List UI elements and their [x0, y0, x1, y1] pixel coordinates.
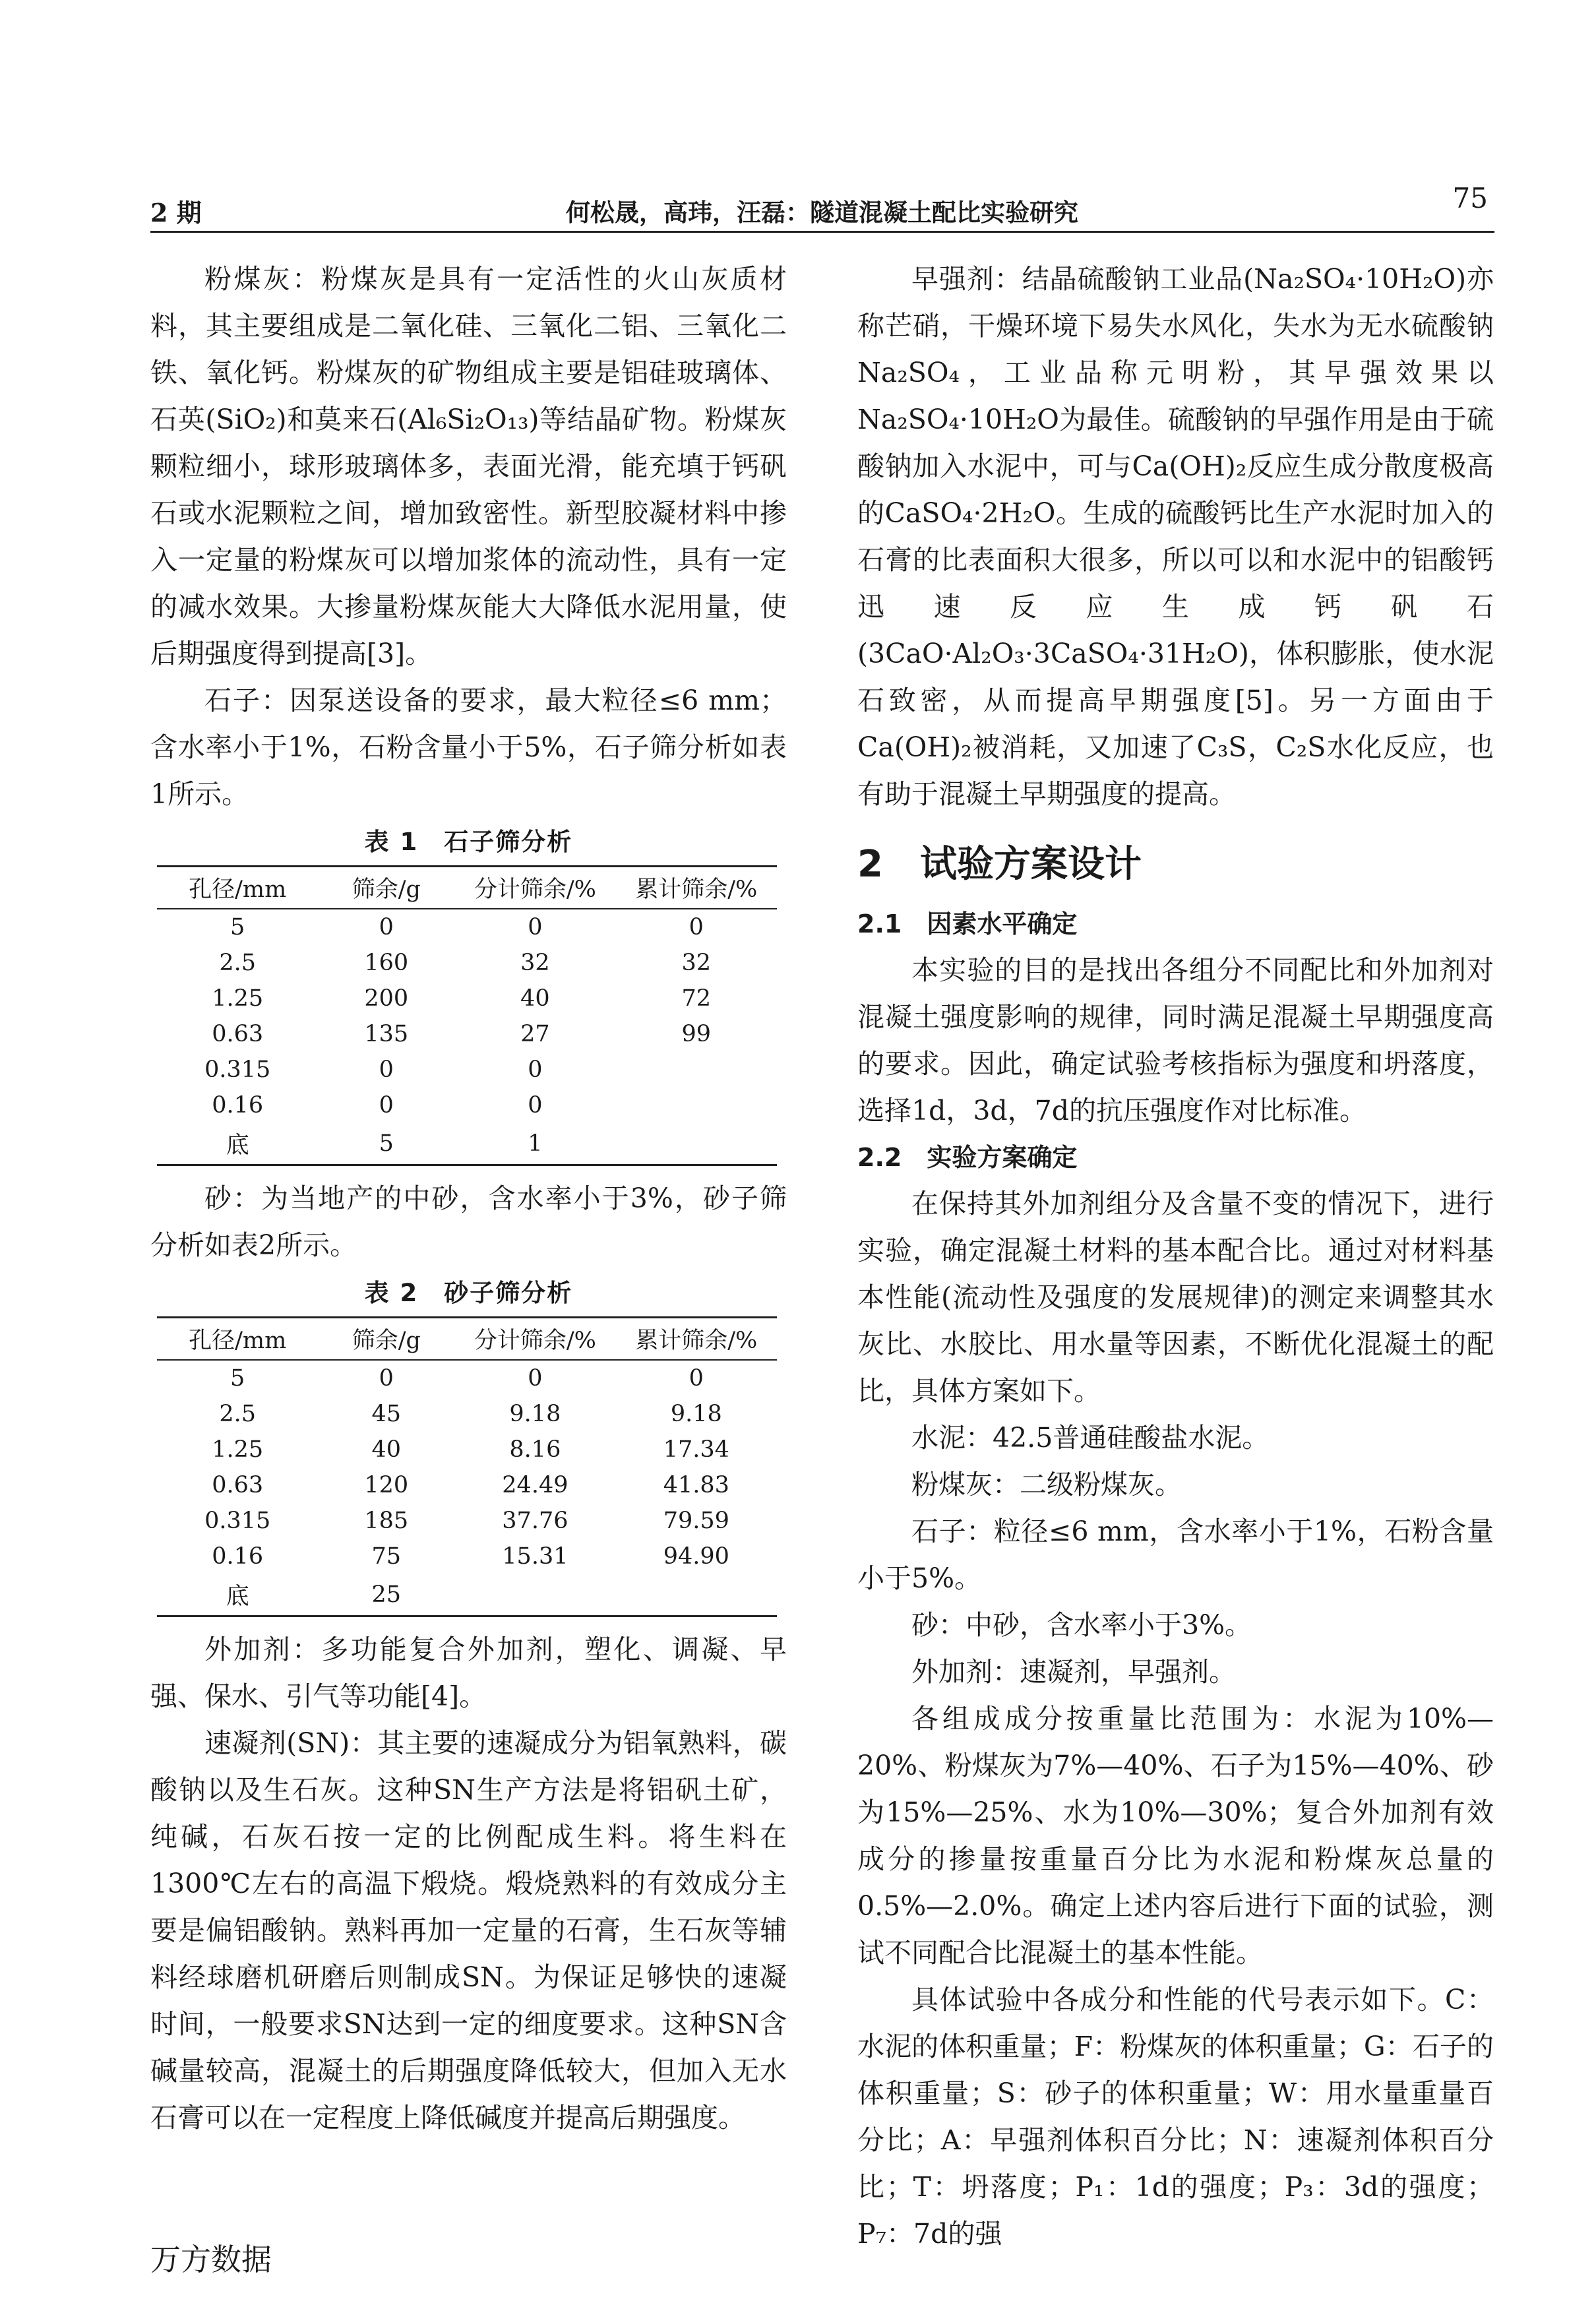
watermark-text: 万方数据: [150, 2242, 272, 2277]
paragraph-fly-ash: 粉煤灰：粉煤灰是具有一定活性的火山灰质材料，其主要组成是二氧化硅、三氧化二铝、三氧化二铁、氧化钙。粉煤灰的矿物组成主要是铝硅玻璃体、石英(SiO₂)和莫来石(Al₆Si₂O₁₃)等结晶矿物。粉煤灰颗粒细小，球形玻璃体多，表面光滑，能充填于钙矾石或水泥颗粒之间，增加致密性。新型胶凝材料中掺入一定量的粉煤灰可以增加浆体的流动性，具有一定的减水效果。大掺量粉煤灰能大大降低水泥用量，使后期强度得到提高[3]。: [150, 263, 787, 669]
table-cell: 160: [364, 950, 409, 976]
table-cell: 底: [157, 1123, 318, 1165]
table-cell: 0: [379, 914, 394, 940]
table-cell: 9.18: [509, 1401, 561, 1427]
paragraph-accelerator: 速凝剂(SN)：其主要的速凝成分为铝氧熟料，碳酸钠以及生石灰。这种SN生产方法是将铝矾土矿，纯碱，石灰石按一定的比例配成生料。将生料在1300℃左右的高温下煅烧。煅烧熟料的有效成分主要是偏铝酸钠。熟料再加一定量的石膏，生石灰等辅料经球磨机研磨后则制成SN。为保证足够快的速凝时间，一般要求SN达到一定的细度要求。这种SN含碱量较高，混凝土的后期强度降低较大，但加入无水石膏可以在一定程度上降低碱度并提高后期强度。: [150, 1727, 787, 2134]
table-header-cell: 筛余/g: [318, 867, 454, 909]
table-row: [157, 1088, 777, 1123]
paragraph-gravel-spec: 石子：粒径≤6 mm，含水率小于1%，石粉含量小于5%。: [857, 1516, 1494, 1594]
table-cell: 0: [689, 1365, 704, 1392]
running-title: 何松晟，高玮，汪磊：隧道混凝土配比实验研究: [566, 198, 1078, 227]
table-cell: [616, 1088, 777, 1123]
table-cell: 0.63: [212, 1472, 264, 1498]
paragraph-fly-ash-grade: 粉煤灰：二级粉煤灰。: [911, 1469, 1182, 1500]
paragraph-notation: 具体试验中各成分和性能的代号表示如下。C：水泥的体积重量；F：粉煤灰的体积重量；G：石子的体积重量；S：砂子的体积重量；W：用水量重量百分比；A：早强剂体积百分比；N：速凝剂体积百分比；T：坍落度；P₁：1d的强度；P₃：3d的强度；P₇：7d的强: [857, 1984, 1494, 2250]
table-cell: 0: [379, 1057, 394, 1083]
table-row: [157, 1467, 777, 1503]
table-cell: 75: [371, 1543, 402, 1570]
right-column: [857, 256, 1494, 2257]
table-cell: 45: [371, 1401, 402, 1427]
table-cell: 8.16: [509, 1436, 561, 1463]
table-cell: 0.16: [212, 1092, 264, 1119]
table-1-body: [157, 909, 777, 1165]
paragraph-cement: 水泥：42.5普通硅酸盐水泥。: [911, 1422, 1270, 1454]
page-number: 75: [1452, 182, 1488, 214]
subsection-2-2-heading: 2.2 实验方案确定: [857, 1143, 1078, 1172]
table-cell: 79.59: [663, 1508, 729, 1534]
table-cell: 1.25: [212, 985, 264, 1012]
paragraph-admixture: 外加剂：多功能复合外加剂，塑化、调凝、早强、保水、引气等功能[4]。: [150, 1634, 787, 1712]
table-header-cell: 分计筛余/%: [454, 867, 615, 909]
table-cell: 5: [230, 914, 245, 940]
issue-number: 2 期: [150, 198, 202, 228]
table-row: [157, 1123, 777, 1165]
table-row: [157, 909, 777, 945]
table-cell: 15.31: [502, 1543, 568, 1570]
table-header-cell: 孔径/mm: [157, 867, 318, 909]
table-2-caption: 表 2 砂子筛分析: [364, 1279, 573, 1307]
running-header: [150, 182, 1494, 233]
table-cell: 41.83: [663, 1472, 729, 1498]
table-header-cell: 筛余/g: [318, 1318, 454, 1361]
table-1-caption: 表 1 石子筛分析: [364, 828, 573, 856]
table-cell: 5: [318, 1123, 454, 1165]
table-row: [157, 1432, 777, 1467]
table-cell: [616, 1123, 777, 1165]
table-cell: 1: [454, 1123, 615, 1165]
table-cell: 94.90: [663, 1543, 729, 1570]
table-cell: 5: [230, 1365, 245, 1392]
table-cell: [616, 1052, 777, 1088]
table-cell: 0.315: [204, 1057, 271, 1083]
table-cell: 0: [689, 914, 704, 940]
paragraph-early-strength-agent: 早强剂：结晶硫酸钠工业品(Na₂SO₄·10H₂O)亦称芒硝，干燥环境下易失水风化，失水为无水硫酸钠Na₂SO₄，工业品称元明粉，其早强效果以Na₂SO₄·10H₂O为最佳。硫酸钠的早强作用是由于硫酸钠加入水泥中，可与Ca(OH)₂反应生成分散度极高的CaSO₄·2H₂O。生成的硫酸钙比生产水泥时加入的石膏的比表面积大很多，所以可以和水泥中的铝酸钙迅速反应生成钙矾石(3CaO·Al₂O₃·3CaSO₄·31H₂O)，体积膨胀，使水泥石致密，从而提高早期强度[5]。另一方面由于Ca(OH)₂被消耗，又加速了C₃S，C₂S水化反应，也有助于混凝土早期强度的提高。: [857, 263, 1494, 810]
table-2-sand-sieve: [157, 1316, 777, 1617]
table-row: [157, 1052, 777, 1088]
table-cell: 0: [379, 1365, 394, 1392]
table-row: [157, 1574, 777, 1616]
table-cell: 0: [379, 1092, 394, 1119]
table-cell: 0.16: [212, 1543, 264, 1570]
table-cell: 2.5: [219, 1401, 257, 1427]
table-cell: 0: [528, 1092, 543, 1119]
paragraph-sand: 砂：为当地产的中砂，含水率小于3%，砂子筛分析如表2所示。: [150, 1182, 787, 1261]
table-row: [157, 1360, 777, 1396]
table-cell: 120: [364, 1472, 409, 1498]
table-cell: 0: [528, 914, 543, 940]
table-row: [157, 1016, 777, 1052]
table-cell: 17.34: [663, 1436, 729, 1463]
table-2-body: [157, 1360, 777, 1616]
table-row: [157, 1503, 777, 1539]
table-cell: 0: [528, 1057, 543, 1083]
table-cell: 0: [528, 1365, 543, 1392]
table-cell: 27: [520, 1021, 550, 1047]
table-cell: 32: [520, 950, 550, 976]
table-cell: 40: [520, 985, 550, 1012]
table-cell: 0.315: [204, 1508, 271, 1534]
table-cell: 25: [318, 1574, 454, 1616]
table-cell: 底: [157, 1574, 318, 1616]
paragraph-admixture-spec: 外加剂：速凝剂，早强剂。: [911, 1656, 1236, 1688]
table-header-cell: 分计筛余/%: [454, 1318, 615, 1361]
table-cell: 37.76: [502, 1508, 568, 1534]
table-cell: 135: [364, 1021, 409, 1047]
table-row: [157, 945, 777, 981]
table-cell: 2.5: [219, 950, 257, 976]
table-cell: 1.25: [212, 1436, 264, 1463]
table-header-cell: 累计筛余/%: [616, 1318, 777, 1361]
table-cell: 72: [681, 985, 712, 1012]
table-row: [157, 1396, 777, 1432]
subsection-2-1-heading: 2.1 因素水平确定: [857, 909, 1078, 938]
table-cell: 185: [364, 1508, 409, 1534]
table-header-cell: 累计筛余/%: [616, 867, 777, 909]
table-1-gravel-sieve: [157, 865, 777, 1166]
paragraph-scheme: 在保持其外加剂组分及含量不变的情况下，进行实验，确定混凝土材料的基本配合比。通过对材料基本性能(流动性及强度的发展规律)的测定来调整其水灰比、水胶比、用水量等因素，不断优化混凝土的配比，具体方案如下。: [857, 1188, 1494, 1407]
table-cell: 99: [681, 1021, 712, 1047]
section-2-heading: 2 试验方案设计: [857, 843, 1142, 886]
paragraph-ratio-ranges: 各组成成分按重量比范围为：水泥为10%—20%、粉煤灰为7%—40%、石子为15%—40%、砂为15%—25%、水为10%—30%；复合外加剂有效成分的掺量按重量百分比为水泥和粉煤灰总量的0.5%—2.0%。确定上述内容后进行下面的试验，测试不同配合比混凝土的基本性能。: [857, 1703, 1494, 1969]
table-cell: 32: [681, 950, 712, 976]
table-cell: 40: [371, 1436, 402, 1463]
paragraph-gravel: 石子：因泵送设备的要求，最大粒径≤6 mm；含水率小于1%，石粉含量小于5%，石子筛分析如表1所示。: [150, 685, 787, 810]
paragraph-objective: 本实验的目的是找出各组分不同配比和外加剂对混凝土强度影响的规律，同时满足混凝土早期强度高的要求。因此，确定试验考核指标为强度和坍落度，选择1d，3d，7d的抗压强度作对比标准。: [857, 954, 1494, 1126]
table-cell: 24.49: [502, 1472, 568, 1498]
table-cell: 200: [364, 985, 409, 1012]
table-cell: [454, 1574, 615, 1616]
table-row: [157, 981, 777, 1016]
table-cell: 0.63: [212, 1021, 264, 1047]
table-header-cell: 孔径/mm: [157, 1318, 318, 1361]
table-cell: [616, 1574, 777, 1616]
left-column: [150, 256, 787, 2141]
table-row: [157, 1539, 777, 1574]
table-cell: 9.18: [670, 1401, 722, 1427]
paragraph-sand-spec: 砂：中砂，含水率小于3%。: [911, 1609, 1252, 1641]
